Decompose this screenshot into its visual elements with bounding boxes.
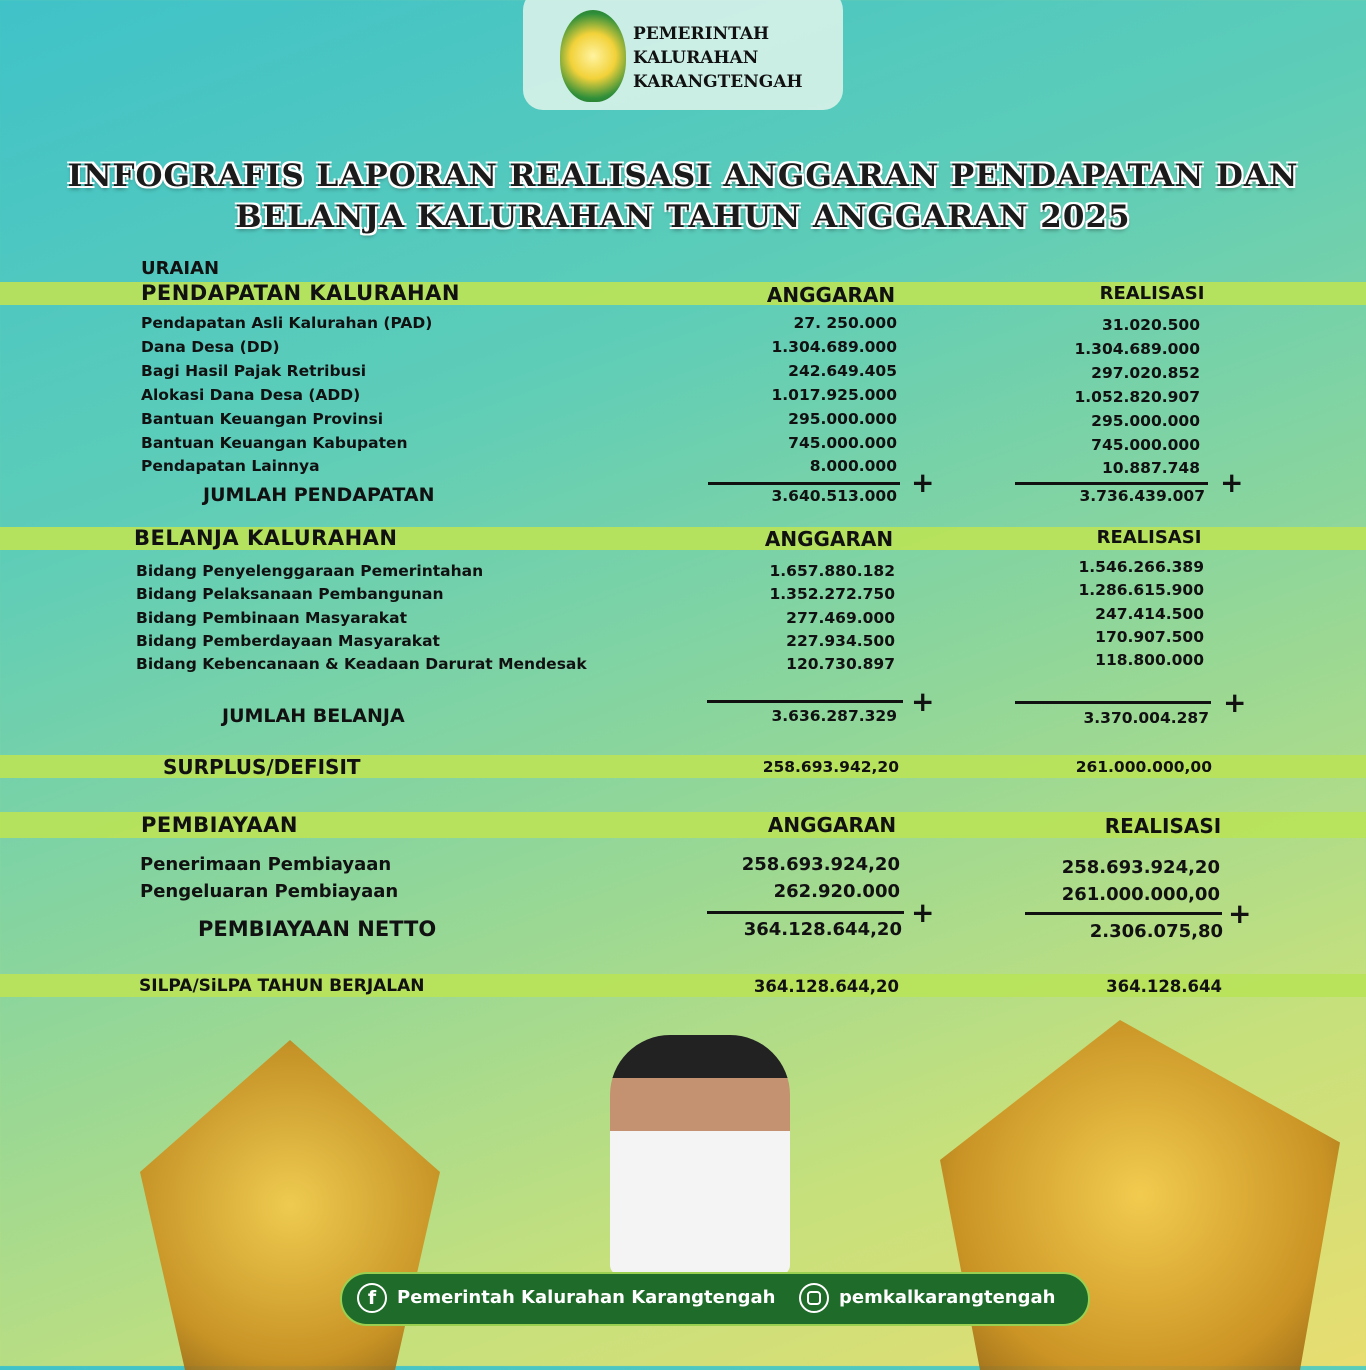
row-anggaran: 1.352.272.750: [769, 585, 895, 604]
row-anggaran: 745.000.000: [788, 433, 897, 452]
row-label: Pengeluaran Pembiayaan: [140, 880, 399, 902]
org-name: [633, 22, 803, 94]
sum-line: [707, 911, 904, 914]
row-realisasi: 247.414.500: [1095, 604, 1204, 623]
page-title-line1: INFOGRAFIS LAPORAN REALISASI ANGGARAN PENDAPATAN DAN: [67, 158, 1299, 194]
silpa-label: SILPA/SiLPA TAHUN BERJALAN: [139, 976, 425, 996]
sum-line: [1015, 701, 1211, 704]
silpa-anggaran: 364.128.644,20: [753, 977, 899, 996]
sum-line: [708, 482, 900, 485]
row-realisasi: 258.693.924,20: [1061, 857, 1220, 878]
row-anggaran: 242.649.405: [788, 361, 897, 380]
row-anggaran: 27. 250.000: [793, 314, 897, 332]
facebook-icon[interactable]: f: [357, 1283, 387, 1313]
pembiayaan-realisasi-header: REALISASI: [1104, 814, 1222, 838]
row-realisasi: 745.000.000: [1091, 435, 1200, 454]
sum-line: [1015, 482, 1208, 485]
jumlah-belanja-anggaran: 3.636.287.329: [771, 707, 897, 725]
sum-line: [1025, 912, 1222, 915]
pendapatan-realisasi-header: REALISASI: [1099, 283, 1205, 304]
row-anggaran: 258.693.924,20: [741, 854, 900, 875]
row-realisasi: 118.800.000: [1095, 651, 1204, 670]
facebook-link[interactable]: Pemerintah Kalurahan Karangtengah: [397, 1287, 776, 1308]
row-realisasi: 31.020.500: [1101, 316, 1200, 334]
row-anggaran: 1.017.925.000: [771, 385, 897, 404]
row-label: Bidang Pelaksanaan Pembangunan: [136, 585, 444, 604]
org-line: PEMERINTAH: [633, 24, 770, 44]
row-label: Bidang Kebencanaan & Keadaan Darurat Mendesak: [136, 655, 587, 674]
pembiayaan-netto-realisasi: 2.306.075,80: [1089, 921, 1223, 942]
plus-sign: +: [911, 466, 935, 499]
plus-sign: +: [1228, 897, 1252, 930]
pendapatan-anggaran-header: ANGGARAN: [766, 283, 896, 307]
row-anggaran: 262.920.000: [773, 880, 900, 902]
row-anggaran: 120.730.897: [786, 655, 895, 674]
page-title-line2: BELANJA KALURAHAN TAHUN ANGGARAN 2025: [235, 199, 1131, 235]
plus-sign: +: [911, 896, 935, 929]
row-anggaran: 1.304.689.000: [771, 337, 897, 356]
jumlah-belanja-label: JUMLAH BELANJA: [222, 705, 405, 727]
surplus-realisasi: 261.000.000,00: [1075, 758, 1212, 776]
row-label: Alokasi Dana Desa (ADD): [141, 385, 361, 404]
belanja-anggaran-header: ANGGARAN: [764, 527, 894, 551]
belanja-heading: BELANJA KALURAHAN: [134, 526, 398, 550]
row-realisasi: 261.000.000,00: [1061, 883, 1220, 905]
row-realisasi: 1.304.689.000: [1074, 339, 1200, 358]
plus-sign: +: [911, 685, 935, 718]
jumlah-belanja-realisasi: 3.370.004.287: [1083, 709, 1209, 727]
row-label: Bantuan Keuangan Kabupaten: [141, 433, 408, 452]
row-label: Pendapatan Asli Kalurahan (PAD): [141, 314, 433, 332]
row-label: Bidang Pemberdayaan Masyarakat: [136, 631, 440, 650]
row-anggaran: 8.000.000: [809, 457, 897, 476]
sum-line: [707, 700, 903, 703]
pembiayaan-netto-anggaran: 364.128.644,20: [743, 919, 902, 940]
row-label: Bantuan Keuangan Provinsi: [141, 409, 384, 428]
logo: [560, 10, 626, 102]
surplus-label: SURPLUS/DEFISIT: [163, 755, 361, 779]
instagram-link[interactable]: pemkalkarangtengah: [839, 1287, 1056, 1308]
row-realisasi: 1.286.615.900: [1078, 581, 1204, 600]
belanja-realisasi-header: REALISASI: [1096, 527, 1202, 548]
row-label: Penerimaan Pembiayaan: [140, 854, 392, 875]
row-anggaran: 295.000.000: [788, 409, 897, 428]
instagram-icon[interactable]: [799, 1283, 829, 1313]
row-realisasi: 295.000.000: [1091, 411, 1200, 430]
jumlah-pendapatan-label: JUMLAH PENDAPATAN: [203, 484, 435, 506]
org-line: KALURAHAN: [633, 48, 759, 68]
jumlah-pendapatan-anggaran: 3.640.513.000: [771, 487, 897, 505]
silpa-realisasi: 364.128.644: [1106, 977, 1222, 996]
official-photo: [610, 1035, 790, 1275]
pembiayaan-anggaran-header: ANGGARAN: [767, 813, 897, 837]
surplus-anggaran: 258.693.942,20: [762, 758, 899, 776]
row-anggaran: 227.934.500: [786, 631, 895, 650]
row-realisasi: 1.052.820.907: [1074, 387, 1200, 406]
row-label: Bidang Pembinaan Masyarakat: [136, 608, 407, 627]
jumlah-pendapatan-realisasi: 3.736.439.007: [1079, 487, 1205, 505]
row-realisasi: 297.020.852: [1091, 363, 1200, 382]
row-label: Pendapatan Lainnya: [141, 457, 320, 476]
row-realisasi: 10.887.748: [1101, 459, 1200, 478]
row-label: Dana Desa (DD): [141, 337, 280, 356]
row-label: Bidang Penyelenggaraan Pemerintahan: [136, 562, 484, 580]
plus-sign: +: [1220, 466, 1244, 499]
row-anggaran: 277.469.000: [786, 608, 895, 627]
row-realisasi: 1.546.266.389: [1078, 558, 1204, 576]
row-anggaran: 1.657.880.182: [769, 562, 895, 580]
row-realisasi: 170.907.500: [1095, 627, 1204, 646]
pendapatan-heading: PENDAPATAN KALURAHAN: [141, 281, 460, 305]
uraian-label: URAIAN: [141, 258, 220, 279]
row-label: Bagi Hasil Pajak Retribusi: [141, 361, 367, 380]
pembiayaan-netto-label: PEMBIAYAAN NETTO: [198, 917, 437, 941]
pembiayaan-heading: PEMBIAYAAN: [141, 813, 298, 837]
plus-sign: +: [1223, 686, 1247, 719]
org-line: KARANGTENGAH: [633, 72, 803, 92]
